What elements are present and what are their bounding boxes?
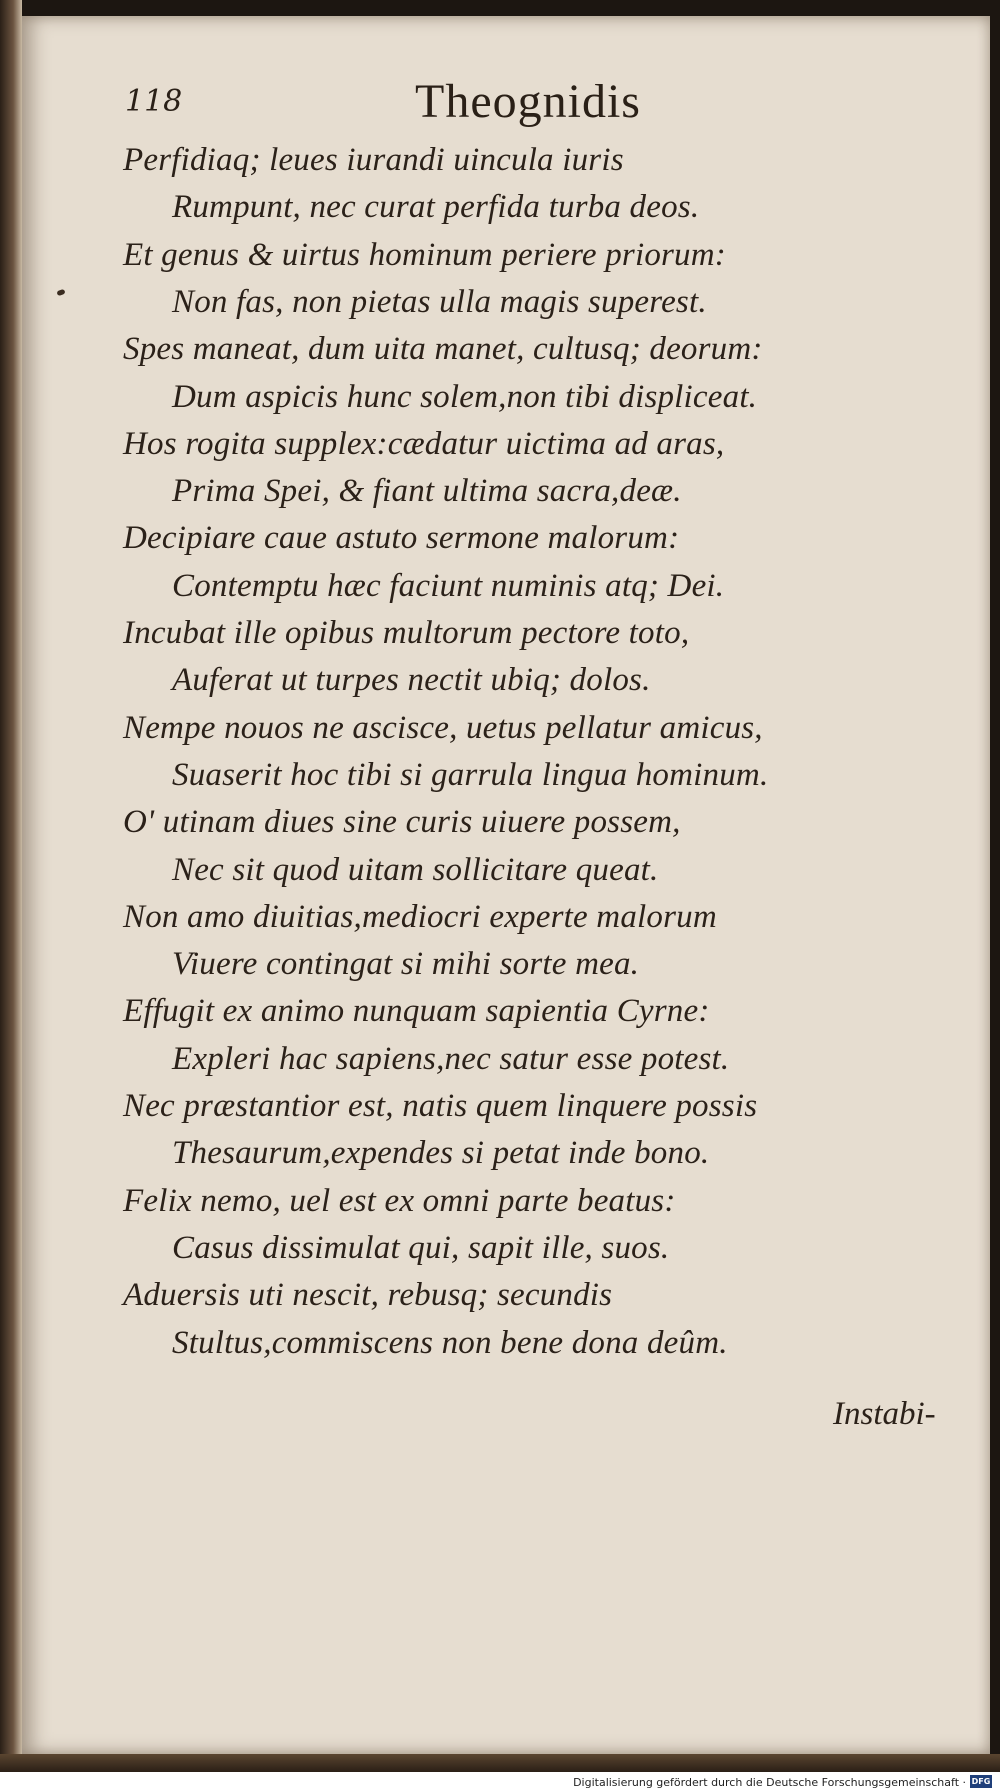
verse-line: Effugit ex animo nunquam sapientia Cyrne: xyxy=(123,993,710,1030)
page-title: Theognidis xyxy=(415,75,641,128)
verse-line: Stultus,commiscens non bene dona deûm. xyxy=(172,1324,728,1361)
verse-line: Expleri hac sapiens,nec satur esse potest. xyxy=(172,1040,730,1077)
verse-line: Incubat ille opibus multorum pectore toto, xyxy=(123,615,690,651)
verse-line: Decipiare caue astuto sermone malorum: xyxy=(123,520,680,557)
verse-line: Casus dissimulat qui, sapit ille, suos. xyxy=(172,1229,670,1266)
verse-line: Suaserit hoc tibi si garrula lingua hominum. xyxy=(172,756,769,793)
dfg-logo: DFG xyxy=(971,1777,991,1786)
verse-line: Non amo diuitias,mediocri experte malorum xyxy=(123,898,717,935)
verse-line: Auferat ut turpes nectit ubiq; dolos. xyxy=(172,662,651,699)
footer-credit: Digitalisierung gefördert durch die Deutsche Forschungsgemeinschaft · xyxy=(573,1776,966,1789)
verse-line: Rumpunt, nec curat perfida turba deos. xyxy=(172,189,700,226)
verse-line: Aduersis uti nescit, rebusq; secundis xyxy=(123,1277,613,1314)
verse-line: Nec sit quod uitam sollicitare queat. xyxy=(172,851,659,888)
verse-line: Non fas, non pietas ulla magis superest. xyxy=(172,283,707,320)
verse-line: Et genus & uirtus hominum periere priorum: xyxy=(123,236,726,273)
page-number: 118 xyxy=(125,84,183,119)
verse-line: O' utinam diues sine curis uiuere possem, xyxy=(123,804,681,841)
verse-line: Nec præstantior est, natis quem linquere possis xyxy=(123,1088,758,1124)
verse-line: Viuere contingat si mihi sorte mea. xyxy=(172,946,640,983)
running-head xyxy=(0,68,1000,128)
verse-line: Dum aspicis hunc solem,non tibi displiceat. xyxy=(172,378,758,415)
page-bottom-edge xyxy=(0,1754,1000,1772)
verse-line: Nempe nouos ne ascisce, uetus pellatur amicus, xyxy=(123,709,763,746)
verse-line: Felix nemo, uel est ex omni parte beatus: xyxy=(123,1182,676,1219)
verse-line: Hos rogita supplex:cædatur uictima ad aras, xyxy=(123,425,725,462)
verse-line: Perfidiaq; leues iurandi uincula iuris xyxy=(123,142,624,178)
catchword: Instabi- xyxy=(833,1396,936,1432)
verse-line: Contemptu hæc faciunt numinis atq; Dei. xyxy=(172,567,725,604)
verse-line: Spes maneat, dum uita manet, cultusq; deorum: xyxy=(123,331,763,368)
digitization-footer xyxy=(0,1772,1000,1792)
book-spine-edge xyxy=(0,0,22,1760)
verse-line: Thesaurum,expendes si petat inde bono. xyxy=(172,1135,710,1172)
verse-line: Prima Spei, & fiant ultima sacra,deæ. xyxy=(172,473,682,510)
